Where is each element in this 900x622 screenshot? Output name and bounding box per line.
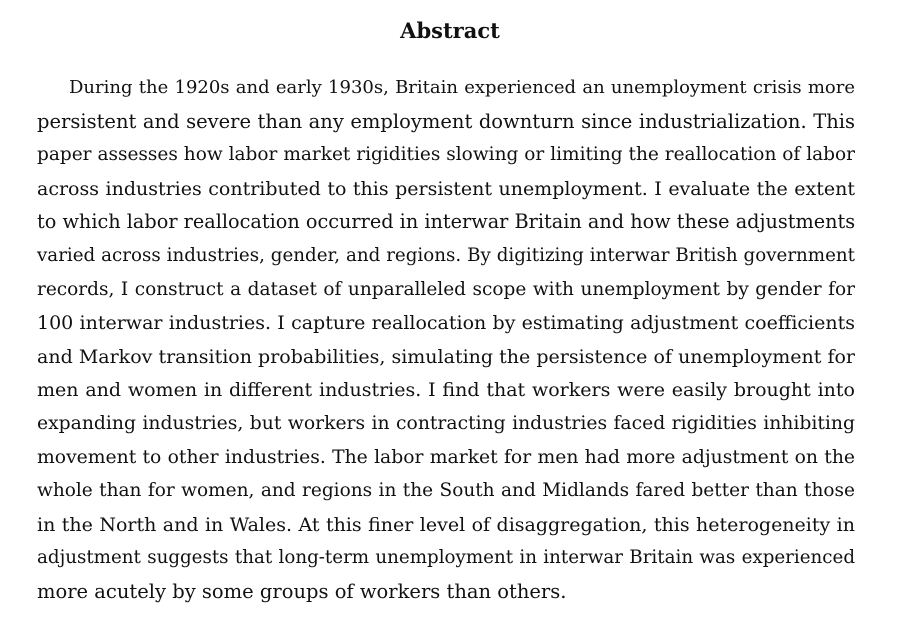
abstract-line: across industries contributed to this persistent unemployment. I evaluate the extent — [37, 177, 855, 200]
abstract-line: persistent and severe than any employment downturn since industrialization. This — [37, 109, 855, 133]
abstract-line: and Markov transition probabilities, simulating the persistence of unemployment for — [37, 345, 855, 368]
abstract-line: in the North and in Wales. At this finer level of disaggregation, this heterogeneity in — [37, 513, 855, 536]
abstract-line: records, I construct a dataset of unparalleled scope with unemployment by gender for — [37, 278, 855, 300]
abstract-line: paper assesses how labor market rigidities slowing or limiting the reallocation of labor — [37, 144, 855, 166]
abstract-title: Abstract — [400, 18, 500, 43]
abstract-line: 100 interwar industries. I capture reallocation by estimating adjustment coefficients — [37, 312, 855, 335]
abstract-body — [37, 73, 855, 611]
abstract-line: expanding industries, but workers in contracting industries faced rigidities inhibiting — [37, 412, 855, 434]
abstract-line: During the 1920s and early 1930s, Britain experienced an unemployment crisis more — [69, 77, 855, 98]
abstract-line: more acutely by some groups of workers than others. — [37, 579, 567, 603]
abstract-line: movement to other industries. The labor market for men had more adjustment on the — [37, 446, 855, 468]
abstract-line: whole than for women, and regions in the South and Midlands fared better than those — [37, 480, 855, 502]
abstract-line: men and women in different industries. I find that workers were easily brought into — [37, 379, 855, 402]
abstract-line: to which labor reallocation occurred in interwar Britain and how these adjustments — [37, 210, 856, 234]
abstract-line: varied across industries, gender, and regions. By digitizing interwar British government — [37, 244, 855, 266]
abstract-line: adjustment suggests that long-term unemployment in interwar Britain was experienced — [37, 547, 855, 569]
